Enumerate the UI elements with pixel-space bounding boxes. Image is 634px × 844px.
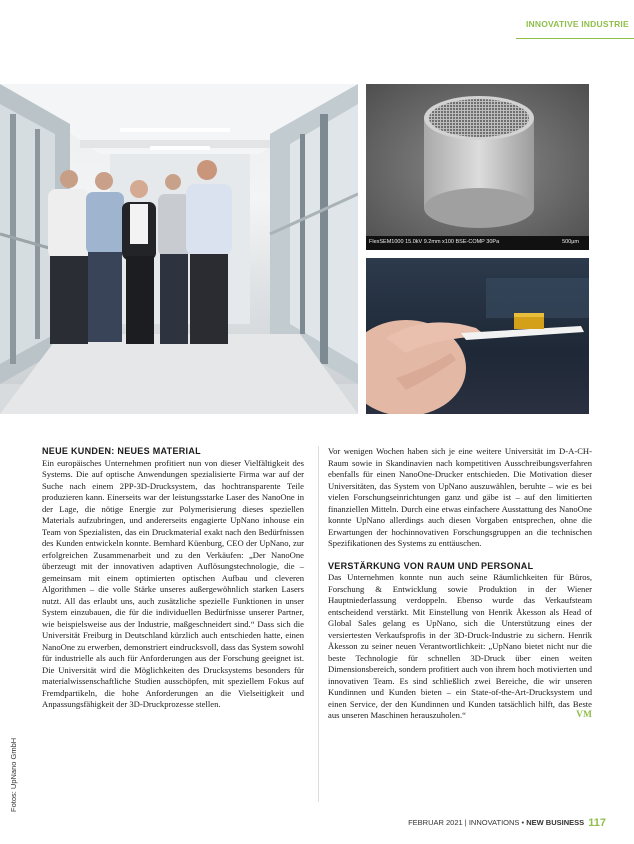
footer-date: FEBRUAR 2021: [408, 818, 463, 827]
footer-sep: |: [464, 818, 469, 827]
section-title: INNOVATIVE INDUSTRIE: [526, 19, 629, 29]
sem-image: [366, 84, 589, 250]
article-column-right: [328, 446, 592, 722]
sem-illustration: [366, 84, 589, 250]
footer-bullet: •: [521, 818, 527, 827]
team-photo: [0, 84, 358, 414]
hand-chip-photo: [366, 258, 589, 414]
section-rule: [516, 38, 634, 39]
footer-section: INNOVATIONS: [468, 818, 520, 827]
photo-credit: [9, 712, 21, 812]
photo-credit-text: Fotos: UpNano GmbH: [9, 737, 18, 812]
sem-scale-label: 500µm: [562, 239, 579, 245]
heading-new-customers: NEUE KUNDEN: NEUES MATERIAL: [42, 446, 201, 456]
section-header: [516, 14, 634, 40]
author-signature: VM: [576, 710, 592, 720]
hand-illustration: [366, 258, 589, 414]
heading-expansion: VERSTÄRKUNG VON RAUM UND PERSONAL: [328, 560, 534, 571]
sem-caption: FlexSEM1000 15.0kV 9.2mm x100 BSE-COMP 30Pa: [369, 239, 500, 245]
paragraph-expansion: [328, 572, 592, 722]
footer-magazine: NEW BUSINESS: [526, 818, 585, 827]
page-number: 117: [588, 817, 606, 829]
page-footer: [408, 817, 606, 829]
article-column-left: [42, 446, 304, 711]
column-divider: [318, 446, 319, 802]
paragraph-expansion-text: Das Unternehmen konnte nun auch seine Räumlichkeiten für Büros, Forschung & Entwicklung sowie Produktion in der Wiener Hauptniederlassung verdoppeln. Ebenso wurde das Verkaufsteam entscheidend verstärkt. Mit Einstellung von Henrik Åkesson als Head of Global Sales gelang es UpNano, sich die Unterstützung eines der versiertesten Verkaufsprofis in der 3D-Druck-Industrie zu sichern. Henrik Åkesson zu seiner neuen Verantwortlichkeit: „UpNano bietet nicht nur die beste Technologie für schnellen 3D-Druck über einen weiten Dimensionsbereich, sondern profitiert auch von ihrem hoch motivierten und innovativen Team. Es sind schließlich zwei Bereiche, die wir unseren Kundinnen und Kunden bieten – ein State-of-the-Art-Drucksystem und einen Service, der den Kundinnen und Kunden tatsächlich hilft, das Beste aus unseren Maschinen herauszuholen.“: [328, 572, 592, 720]
team-photo-illustration: [0, 84, 358, 414]
paragraph-new-customers: Ein europäisches Unternehmen profitiert nun von dieser Vielfältigkeit des Systems. Die auf optische Anwendungen spezialisierte Firma war auf der Suche nach einem 2PP-3D-Drucksystem, das hochtransparente Teile produzieren kann. Einerseits war der leistungsstarke Laser des NanoOne in der Lage, die nötige Energie zur Polymerisierung dieses speziellen Materials aufzubringen, und andererseits engagierte UpNano inhouse ein Team von Spezialisten, das ein Druckmaterial exakt nach den Bedürfnissen des Kunden entwickeln konnte. Bernhard Küenburg, CEO der UpNano, zur erfolgreichen Zusammenarbeit und zu den Verkäufen: „Der NanoOne überzeugt mit der innovativen adaptiven Auflösungstechnologie, die – gemeinsam mit einem optimierten optischen Aufbau und cleveren Algorithmen – die volle Stärke unseres außergewöhnlich starken Lasers nutzt. All das erlaubt uns, auch zusätzliche spezielle Funktionen in unser System einzubauen, die für die individuellen Bedürfnisse unserer Partner, wie beispielsweise aus der Industrie, maßgeschneidert sind.“ Dass sich die Universität Freiburg in Deutschland kürzlich auch entschieden hatte, einen NanoOne zu erwerben, demonstriert eindrucksvoll, dass das System sowohl für industrielle als auch für Anforderungen aus der Forschung geeignet ist. Die Universität wird die Möglichkeiten des Drucksystems besonders für materialwissenschaftliche Studien ausschöpfen, mit speziellem Fokus auf Fremdpartikeln, die hohe Anforderungen an die Vielseitigkeit und Anpassungsfähigkeit der 3D-Druckprozesse stellen.: [42, 457, 304, 709]
paragraph-universities: Vor wenigen Wochen haben sich je eine weitere Universität im D-A-CH-Raum sowie in Skandinavien nach kompetitiven Ausschreibungsverfahren ebenfalls für einen NanoOne-Drucker entschieden. Die Motivation dieser Universitäten, das System von UpNano auszuwählen, beruhte – wie es bei vielen Forschungseinrichtungen ganz und gäbe ist – auf den limitierten finanziellen Mitteln. Durch eine etwas einfachere Ausstattung des NanoOne konnte UpNano allerdings auch diesen Vorgaben entsprechen, ohne die Erwartungen der hochinnovativen Forschungsgruppen an die technischen Spezifikationen des Systems zu enttäuschen.: [328, 446, 592, 548]
